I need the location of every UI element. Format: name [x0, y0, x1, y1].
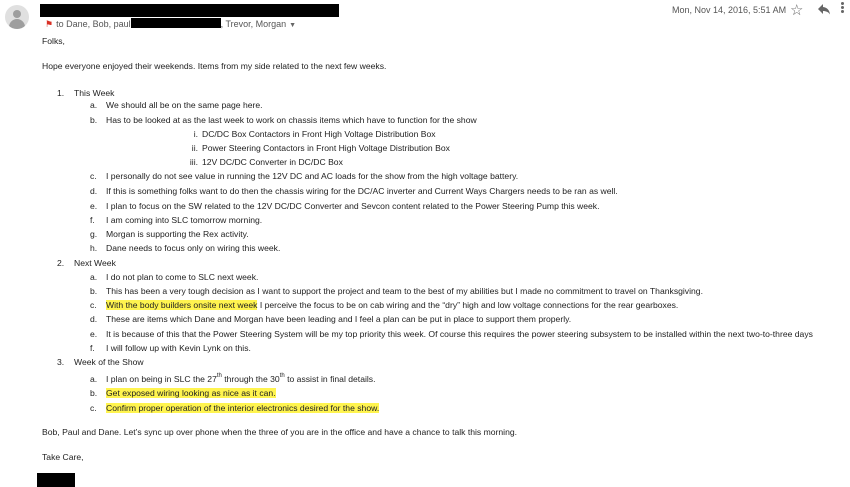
- list-item: Dane needs to focus only on wiring this week.: [106, 243, 281, 253]
- star-icon[interactable]: ☆: [790, 2, 804, 19]
- list-item: It is because of this that the Power Steering System will be my top priority this week. Of course this requires the power steering subsystem to be installed within the next two-to-three days: [106, 329, 813, 339]
- signoff: Take Care,: [42, 452, 84, 462]
- redacted-signature: [37, 473, 75, 487]
- section-1-number: 1.: [57, 88, 65, 98]
- greeting: Folks,: [42, 36, 65, 46]
- list-item: I personally do not see value in running the 12V DC and AC loads for the show from the high voltage battery.: [106, 171, 519, 181]
- list-item: [106, 386, 276, 401]
- redacted-sender-name: [40, 4, 339, 17]
- list-item: [106, 401, 379, 416]
- section-2-title: Next Week: [74, 258, 116, 268]
- sublist-item: DC/DC Box Contactors in Front High Voltage Distribution Box: [202, 129, 436, 139]
- highlighted-text: Confirm proper operation of the interior electronics desired for the show.: [106, 403, 380, 413]
- more-options-icon[interactable]: [840, 1, 846, 15]
- section-3-title: Week of the Show: [74, 357, 144, 367]
- list-marker: c.: [90, 300, 97, 310]
- list-marker: c.: [90, 403, 97, 413]
- message-date: Mon, Nov 14, 2016, 5:51 AM: [672, 5, 787, 15]
- list-marker: a.: [90, 100, 98, 110]
- list-item: Has to be looked at as the last week to work on chassis items which have to function for the show: [106, 115, 477, 125]
- list-item: This has been a very tough decision as I want to support the project and team to the best of my abilities but I made no commitment to travel on Thanksgiving.: [106, 286, 703, 296]
- highlighted-text: With the body builders onsite next week: [106, 300, 258, 310]
- list-marker: e.: [90, 329, 98, 339]
- list-item: I plan to focus on the SW related to the 12V DC/DC Converter and Sevcon content related to the Power Steering Pump this week.: [106, 201, 600, 211]
- list-item: I do not plan to come to SLC next week.: [106, 272, 259, 282]
- list-marker: f.: [90, 343, 95, 353]
- list-item: I am coming into SLC tomorrow morning.: [106, 215, 263, 225]
- sublist-item: 12V DC/DC Converter in DC/DC Box: [202, 157, 343, 167]
- intro-paragraph: Hope everyone enjoyed their weekends. Items from my side related to the next few weeks.: [42, 61, 387, 71]
- sublist-marker: ii.: [191, 143, 198, 153]
- list-item: These are items which Dane and Morgan have been leading and I feel a plan can be put in place to support them properly.: [106, 314, 572, 324]
- important-marker-icon: ⚑: [45, 19, 54, 29]
- chevron-down-icon[interactable]: ▼: [289, 22, 297, 29]
- list-marker: b.: [90, 388, 98, 398]
- list-item: If this is something folks want to do then the chassis wiring for the DC/AC inverter and Current Ways Chargers needs to be ran as well.: [106, 186, 618, 196]
- sublist-marker: iii.: [189, 157, 198, 167]
- section-2-number: 2.: [57, 258, 65, 268]
- redacted-recipient: [131, 18, 221, 28]
- list-marker: a.: [90, 374, 98, 384]
- person-avatar-icon: [5, 5, 29, 29]
- reply-icon[interactable]: [817, 3, 831, 15]
- list-item: With the body builders onsite next week I perceive the focus to be on cab wiring and the “dry” high and low voltage connections for the rear gearboxes.: [106, 300, 679, 310]
- list-item: We should all be on the same page here.: [106, 100, 263, 110]
- list-marker: d.: [90, 186, 98, 196]
- sublist-item: Power Steering Contactors in Front High Voltage Distribution Box: [202, 143, 450, 153]
- recipients-line[interactable]: [45, 18, 296, 30]
- section-3-number: 3.: [57, 357, 65, 367]
- recipients-prefix: to Dane, Bob, paul: [56, 19, 131, 29]
- closing-paragraph: Bob, Paul and Dane. Let’s sync up over phone when the three of you are in the office and have a chance to talk this morning.: [42, 427, 518, 437]
- list-item: Morgan is supporting the Rex activity.: [106, 229, 249, 239]
- section-1-title: This Week: [74, 88, 115, 98]
- list-marker: c.: [90, 171, 97, 181]
- list-marker: a.: [90, 272, 98, 282]
- list-item: I will follow up with Kevin Lynk on this.: [106, 343, 251, 353]
- list-marker: e.: [90, 201, 98, 211]
- list-marker: b.: [90, 115, 98, 125]
- list-marker: h.: [90, 243, 98, 253]
- list-item: I plan on being in SLC the 27th through the 30th to assist in final details.: [106, 373, 376, 384]
- list-marker: d.: [90, 314, 98, 324]
- highlighted-text: Get exposed wiring looking as nice as it can.: [106, 388, 276, 398]
- sublist-marker: i.: [193, 129, 198, 139]
- list-marker: g.: [90, 229, 98, 239]
- list-marker: f.: [90, 215, 95, 225]
- list-marker: b.: [90, 286, 98, 296]
- recipients-suffix: , Trevor, Morgan: [220, 19, 287, 29]
